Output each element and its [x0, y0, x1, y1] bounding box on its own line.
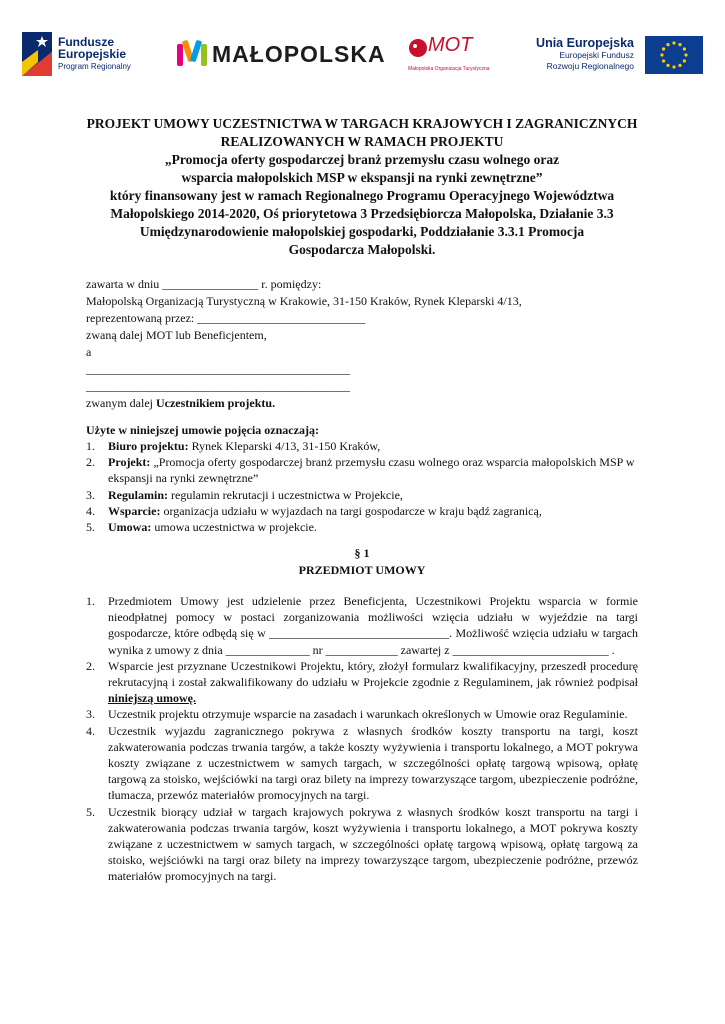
and-line: a: [86, 345, 92, 359]
logo-bar: [0, 26, 725, 82]
item-number: 5.: [86, 804, 95, 819]
malopolska-wordmark: MAŁOPOLSKA: [212, 41, 386, 67]
item-term: Biuro projektu:: [108, 439, 189, 453]
participant-blank-2: ____________________________________________: [86, 379, 350, 393]
item-number: 5.: [86, 520, 95, 535]
mot-subtitle: Małopolska Organizacja Turystyczna: [408, 66, 490, 72]
item-text: Przedmiotem Umowy jest udzielenie przez Beneficjenta, Uczestnikowi Projektu wsparcia w formie nieodpłatnej pomocy w postaci zorganizowania możliwości wzięcia udziału w wyjeździe na targi gospodarcze, które odbędą się w ______________________________. Możliwość wzięcia udziału w targach wynika z umowy z dnia ______________ nr ____________ zawartej z __________________________ .: [108, 594, 638, 657]
malopolska-m-icon: [176, 38, 208, 68]
fe-star-icon: [22, 32, 52, 76]
item-number: 3.: [86, 487, 95, 502]
list-item: [86, 503, 638, 519]
list-item: [86, 438, 638, 454]
beneficiary-line: zwaną dalej MOT lub Beneficjentem,: [86, 328, 267, 342]
definitions-list: [86, 438, 638, 535]
title-line: Małopolskiego 2014-2020, Oś priorytetowa 3 Przedsiębiorcza Małopolska, Działanie 3.3: [110, 206, 614, 221]
item-number: 2.: [86, 455, 95, 470]
ue-line3: Rozwoju Regionalnego: [546, 61, 634, 71]
section1-list: [86, 593, 638, 885]
item-text: Uczestnik projektu otrzymuje wsparcie na zasadach i warunkach określonych w Umowie oraz Regulaminie.: [108, 707, 628, 722]
list-item: [86, 723, 638, 804]
participant-line: [86, 395, 275, 411]
fundusze-europejskie-logo: [22, 32, 144, 78]
item-text: Rynek Kleparski 4/13, 31-150 Kraków,: [188, 439, 381, 453]
item-number: 3.: [86, 707, 95, 722]
definitions-heading: Użyte w niniejszej umowie pojęcia oznaczają:: [86, 423, 319, 437]
title-line: Umiędzynarodowienie małopolskiej gospodarki, Poddziałanie 3.3.1 Promocja: [139, 224, 585, 239]
item-number: 1.: [86, 439, 95, 453]
participant-blank-1: ____________________________________________: [86, 362, 350, 376]
ue-line2: Europejski Fundusz: [559, 50, 634, 60]
item-number: 2.: [86, 658, 95, 673]
item-number: 4.: [86, 503, 95, 518]
item-text: umowa uczestnictwa w projekcie.: [151, 520, 317, 535]
item-text: regulamin rekrutacji i uczestnictwa w Projekcie,: [168, 487, 403, 502]
mot-logo: [408, 34, 504, 76]
title-line: REALIZOWANYCH W RAMACH PROJEKTU: [220, 134, 504, 149]
title-line: „Promocja oferty gospodarczej branż przemysłu czasu wolnego oraz: [164, 152, 560, 167]
list-item: [86, 658, 638, 707]
section-sign: § 1: [354, 546, 370, 560]
item-term: Regulamin:: [108, 487, 168, 502]
represented-by-line: reprezentowaną przez: ____________________________: [86, 311, 366, 325]
document-title: [86, 115, 638, 259]
list-item: [86, 487, 638, 503]
list-item: [86, 454, 638, 486]
contract-date-line: zawarta w dniu ________________ r. pomiędzy:: [86, 277, 322, 291]
item-number: 4.: [86, 723, 95, 738]
item-text: Wsparcie jest przyznane Uczestnikowi Projektu, który, złożył formularz kwalifikacyjny, przeszedł procedurę rekrutacyjną i został zakwalifikowany do udziału w Projekcie zgodnie z Regulaminem, jak również podpisał: [108, 658, 638, 690]
item-term: Projekt:: [108, 455, 151, 470]
title-line: który finansowany jest w ramach Regionalnego Programu Operacyjnego Województwa: [109, 188, 615, 203]
mot-address-line: Małopolską Organizacją Turystyczną w Krakowie, 31-150 Kraków, Rynek Kleparski 4/13,: [86, 294, 522, 308]
item-text: Uczestnik biorący udział w targach krajowych pokrywa z własnych środków koszt transportu na targi i zakwaterowania podczas trwania targów, koszt wyżywienia i transportu lokalnego, a MOT pokrywa koszty związane z uczestnictwem w samych targach, w szczególności opłatę targową wpisową, opłatę targową za stoisko, wejściówki na targi oraz bilety na imprezy towarzyszące targom, ubezpieczenie podróżne, przewóz materiałów promocyjnych na targi.: [108, 804, 638, 884]
list-item: [86, 804, 638, 885]
list-item: [86, 519, 638, 535]
title-line: PROJEKT UMOWY UCZESTNICTWA W TARGACH KRAJOWYCH I ZAGRANICZNYCH: [86, 116, 638, 131]
section-title: PRZEDMIOT UMOWY: [298, 563, 426, 577]
list-item: [86, 593, 638, 658]
participant-term: Uczestnikiem projektu.: [155, 396, 276, 410]
ue-line1: Unia Europejska: [536, 36, 634, 50]
title-line: Gospodarcza Małopolski.: [288, 242, 436, 257]
title-line: wsparcia małopolskich MSP w ekspansji na rynki zewnętrzne”: [181, 170, 543, 185]
mot-wordmark: MOT: [428, 34, 473, 56]
fe-line2: Europejskie: [58, 47, 127, 61]
malopolska-logo: [176, 38, 386, 72]
mot-heart-icon: [408, 38, 428, 58]
item-text: „Promocja oferty gospodarczej branż przemysłu czasu wolnego oraz wsparcia małopolskich MSP w ekspansji na rynki zewnętrzne”: [108, 455, 635, 486]
item-term: Umowa:: [108, 520, 152, 535]
participant-prefix: zwanym dalej: [86, 396, 156, 410]
item-text: organizacja udziału w wyjazdach na targi gospodarcze w kraju bądź zagranicą,: [160, 503, 542, 518]
eu-flag-icon: [645, 36, 703, 74]
item-number: 1.: [86, 594, 95, 608]
fe-line3: Program Regionalny: [58, 62, 131, 71]
list-item: [86, 706, 638, 722]
item-text: Uczestnik wyjazdu zagranicznego pokrywa z własnych środków koszty transportu na targi, koszt zakwaterowania podczas trwania targów, a także koszty wyżywienia i transportu lokalnego, a MOT pokrywa koszty związane z uczestnictwem w samych targach, w szczególności opłatę targową wpisową, opłatę targową za stoisko, wejściówki na targi oraz bilety na imprezy towarzyszące targom, ubezpieczenie podróżne, tłumacza, przewóz materiałów promocyjnych na targi.: [108, 723, 638, 803]
ue-logo-text: [534, 36, 634, 76]
fe-line1: Fundusze: [58, 35, 114, 49]
item-emphasis: niniejszą umowę.: [108, 691, 196, 706]
item-term: Wsparcie:: [108, 503, 161, 518]
